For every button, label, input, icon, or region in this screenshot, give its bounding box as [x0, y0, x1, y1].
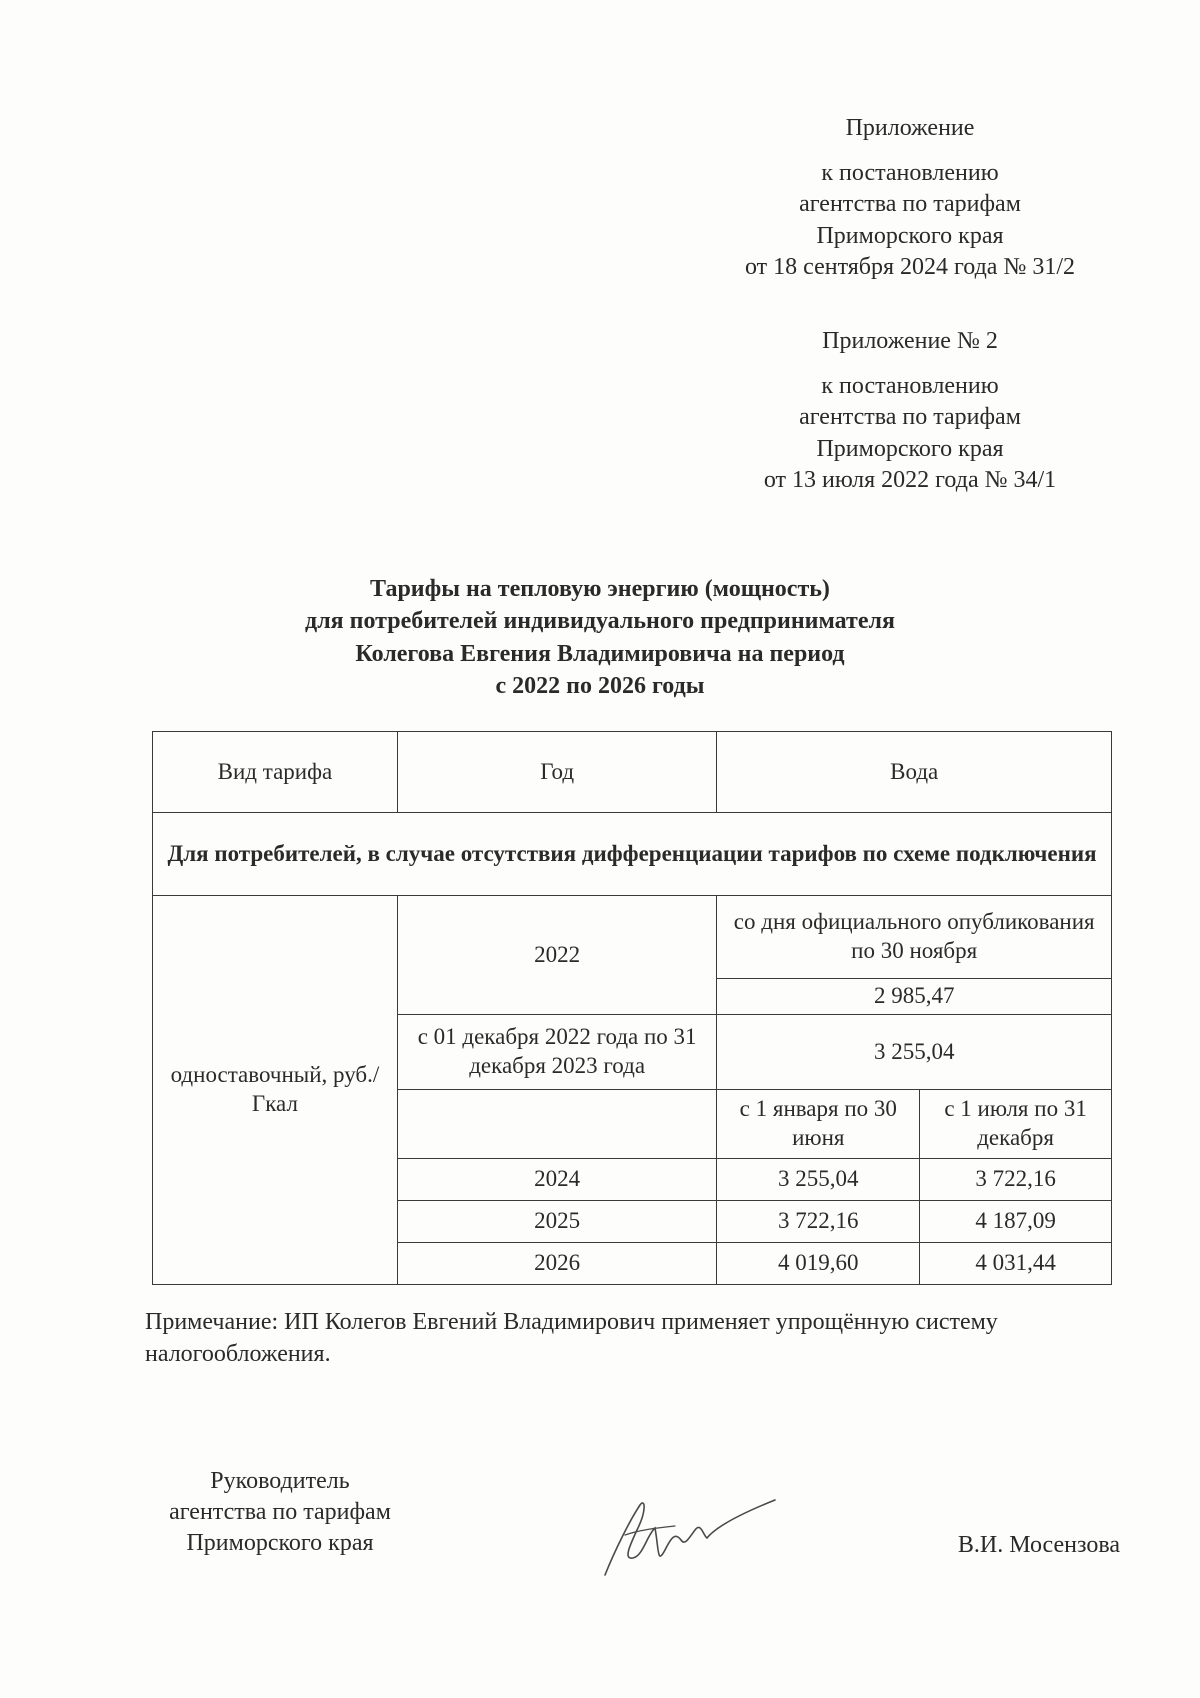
appendix-1-line: от 18 сентября 2024 года № 31/2: [744, 253, 1076, 280]
appendix-2-line: Приморского края: [816, 435, 1004, 462]
appendix-2-header: [700, 326, 1120, 496]
half-2-header: с 1 июля по 31 декабря: [920, 1090, 1112, 1159]
half-1-header: с 1 января по 30 июня: [717, 1090, 920, 1159]
appendix-2-line: к постановлению: [821, 373, 999, 400]
document-title: [150, 573, 1050, 703]
document-title-line: для потребителей индивидуального предпринимателя: [305, 608, 895, 635]
appendix-2-line: агентства по тарифам: [799, 404, 1021, 431]
value-2023-cell: 3 255,04: [717, 1015, 1112, 1090]
header-tariff-type: Вид тарифа: [153, 732, 398, 813]
value-h1-cell: 3 255,04: [717, 1159, 920, 1201]
year-cell: 2024: [397, 1159, 717, 1201]
header-year: Год: [397, 732, 717, 813]
appendix-1-line: к постановлению: [821, 160, 999, 187]
year-2022-cell: 2022: [397, 896, 717, 1015]
empty-year-cell: [397, 1090, 717, 1159]
table-row: [153, 896, 1112, 979]
appendix-2-title: Приложение № 2: [822, 328, 998, 354]
header-water: Вода: [717, 732, 1112, 813]
document-title-line: Колегова Евгения Владимировича на период: [355, 640, 845, 667]
tariff-table: [152, 731, 1112, 1285]
document-title-line: Тарифы на тепловую энергию (мощность): [370, 576, 830, 602]
year-cell: 2025: [397, 1201, 717, 1243]
value-h2-cell: 4 031,44: [920, 1243, 1112, 1285]
value-2022-cell: 2 985,47: [717, 979, 1112, 1015]
signatory-position-line: Руководитель: [210, 1468, 350, 1494]
appendix-1-line: агентства по тарифам: [799, 191, 1021, 218]
appendix-1-title: Приложение: [845, 115, 975, 141]
value-h1-cell: 4 019,60: [717, 1243, 920, 1285]
table-header-row: [153, 732, 1112, 813]
document-title-line: с 2022 по 2026 годы: [495, 673, 705, 700]
handwritten-signature: [585, 1480, 785, 1590]
signatory-position: [130, 1466, 430, 1560]
appendix-2-line: от 13 июля 2022 года № 34/1: [763, 466, 1057, 493]
appendix-1-line: Приморского края: [816, 222, 1004, 249]
year-cell: 2026: [397, 1243, 717, 1285]
tariff-name-cell: одноставочный, руб./Гкал: [153, 896, 398, 1285]
signatory-name: В.И. Мосензова: [957, 1532, 1120, 1558]
value-h2-cell: 4 187,09: [920, 1201, 1112, 1243]
period-2023-cell: с 01 декабря 2022 года по 31 декабря 2023 года: [397, 1015, 717, 1090]
appendix-1-header: [700, 113, 1120, 283]
section-row: [153, 813, 1112, 896]
value-h1-cell: 3 722,16: [717, 1201, 920, 1243]
signatory-position-line: агентства по тарифам: [169, 1499, 391, 1526]
section-title: Для потребителей, в случае отсутствия дифференциации тарифов по схеме подключения: [153, 813, 1112, 896]
note-text: Примечание: ИП Колегов Евгений Владимирович применяет упрощённую систему налогообложения.: [145, 1309, 998, 1368]
period-2022-cell: со дня официального опубликования по 30 ноября: [717, 896, 1112, 979]
signatory-position-line: Приморского края: [186, 1530, 374, 1557]
value-h2-cell: 3 722,16: [920, 1159, 1112, 1201]
